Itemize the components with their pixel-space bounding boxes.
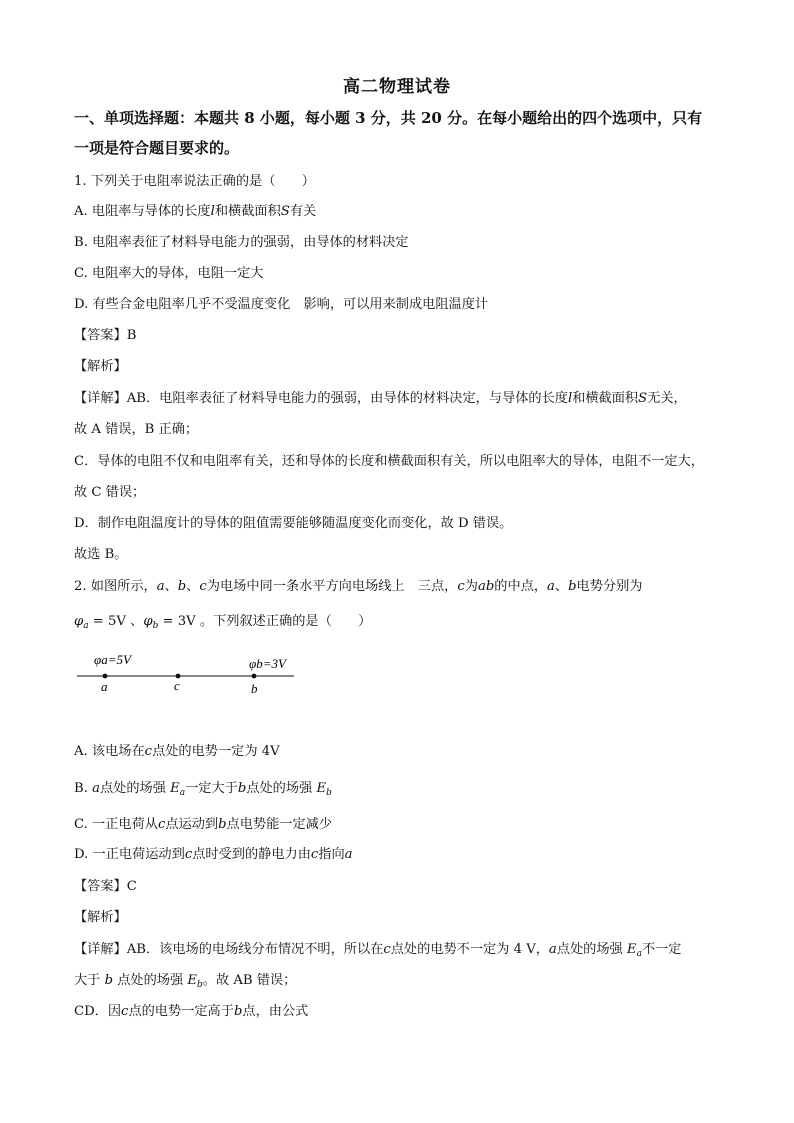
- q2-detail-var-c: c: [383, 942, 391, 957]
- q2-option-b: [74, 779, 332, 803]
- q2-option-d-var-c: c: [184, 847, 193, 862]
- q2-detail-line2: [74, 971, 296, 995]
- section-heading-line1: 一、单项选择题：本题共 8 小题，每小题 3 分，共 20 分。在每小题给出的四个选项中，只有: [74, 109, 703, 127]
- q2-detail-var-b: b: [233, 1004, 243, 1019]
- q2-stem-text: 的中点，: [494, 579, 548, 594]
- q2-stem-text: 2. 如图所示，: [74, 579, 157, 594]
- q2-option-b-subscript-a: a: [179, 788, 186, 798]
- q1-detail-line6: 故选 B。: [74, 547, 128, 562]
- label-c: c: [174, 678, 180, 693]
- q1-detail-line5: D．制作电阻温度计的导体的阻值需要能够随温度变化而变化，故 D 错误。: [74, 516, 513, 531]
- q2-answer: 【答案】C: [74, 879, 137, 894]
- q2-option-d-var-c: c: [310, 847, 319, 862]
- q2-stem-text: 、: [554, 579, 569, 594]
- q1-option-d: D. 有些合金电阻率几乎不受温度变化 影响，可以用来制成电阻温度计: [74, 297, 489, 312]
- q2-detail-var-b: b: [104, 973, 114, 988]
- q2-option-c-var-b: b: [218, 817, 227, 832]
- q1-detail-var-l: l: [567, 391, 573, 406]
- q1-option-b: B. 电阻率表征了材料导电能力的强弱，由导体的材料决定: [74, 235, 409, 250]
- q2-option-d-text: 指向: [318, 847, 345, 862]
- q2-option-d-text: 点时受到的静电力由: [192, 847, 311, 862]
- page-title: 高二物理试卷: [343, 77, 451, 97]
- q2-detail-var-e: E: [187, 973, 197, 988]
- q2-option-b-var-e: E: [170, 781, 180, 796]
- q2-option-b-text: 一定大于: [185, 781, 238, 796]
- q2-option-b-subscript-b: b: [326, 788, 332, 798]
- q2-stem-var-ab: ab: [477, 579, 495, 594]
- q2-detail-text: 点处的场强: [113, 973, 188, 988]
- q1-detail-text1: 【详解】AB．电阻率表征了材料导电能力的强弱，由导体的材料决定，与导体的长度: [74, 391, 568, 406]
- label-b: b: [251, 681, 258, 696]
- q2-option-d-var-a: a: [344, 847, 353, 862]
- q2-phi-b-value: = 3V 。下列叙述正确的是（ ）: [158, 614, 372, 629]
- q2-option-d: [74, 845, 353, 865]
- label-a: a: [101, 679, 108, 694]
- q2-stem-var-c: c: [457, 579, 465, 594]
- q2-option-c-text: 点电势能一定减少: [226, 817, 333, 832]
- q2-stem-text: 为电场中同一条水平方向电场线上 三点，: [206, 579, 458, 594]
- q2-stem-line2: [74, 612, 371, 636]
- q1-option-a-var-s: S: [280, 204, 290, 219]
- q2-option-b-var-a: a: [92, 781, 100, 796]
- q1-detail-var-s: S: [638, 391, 648, 406]
- q2-option-b-text: 点处的场强: [246, 781, 317, 796]
- q2-detail-subscript-a: a: [636, 949, 642, 959]
- q1-option-a-text1: A. 电阻率与导体的长度: [74, 204, 211, 219]
- q2-detail-text: 大于: [74, 973, 105, 988]
- q1-option-a-text2: 和横截面积: [214, 204, 281, 219]
- q1-option-a: [74, 202, 316, 222]
- q2-phi-a-symbol: φ: [74, 614, 84, 629]
- q2-option-c-text: 点运动到: [165, 817, 219, 832]
- q2-detail-text: 点，由公式: [242, 1004, 309, 1019]
- q2-option-b-var-b: b: [237, 781, 247, 796]
- q2-option-c-text: C. 一正电荷从: [74, 817, 158, 832]
- q2-option-b-text: 点处的场强: [99, 781, 171, 796]
- q2-phi-a-subscript: a: [83, 621, 89, 631]
- q1-answer: 【答案】B: [74, 328, 137, 343]
- q2-phi-b-symbol: φ: [143, 614, 153, 629]
- q2-stem-var-b: b: [177, 579, 187, 594]
- q1-detail-line2: 故 A 错误，B 正确；: [74, 422, 199, 437]
- q2-detail-line3: [74, 1002, 308, 1022]
- q2-option-a-var-c: c: [144, 744, 153, 759]
- q2-stem-var-c: c: [199, 579, 207, 594]
- q1-option-c: C. 电阻率大的导体，电阻一定大: [74, 266, 264, 281]
- field-line-diagram: [74, 646, 304, 698]
- q1-analysis-label: 【解析】: [74, 359, 127, 374]
- q1-detail-line1: [74, 389, 687, 409]
- q1-detail-line4: 故 C 错误；: [74, 485, 146, 500]
- section-heading-line2: 一项是符合题目要求的。: [74, 139, 240, 157]
- q2-detail-subscript-b: b: [197, 980, 203, 990]
- label-phi-b: φb=3V: [249, 656, 286, 671]
- q2-detail-var-c: c: [121, 1004, 129, 1019]
- q2-detail-var-a: a: [548, 942, 557, 957]
- q1-stem: 1. 下列关于电阻率说法正确的是（ ）: [74, 174, 315, 189]
- q2-stem-var-a: a: [547, 579, 555, 594]
- q2-stem-text: 、: [164, 579, 178, 594]
- q2-option-b-var-e: E: [316, 781, 327, 796]
- q2-detail-text: 点的电势一定高于: [128, 1004, 234, 1019]
- point-b-dot: [252, 674, 257, 679]
- q2-stem-var-a: a: [156, 579, 165, 594]
- q2-detail-text: 不一定: [641, 942, 682, 957]
- q2-analysis-label: 【解析】: [74, 910, 127, 925]
- q2-option-b-text: B.: [74, 781, 93, 796]
- q1-option-a-var-l: l: [210, 204, 215, 219]
- q2-detail-text: 点处的场强: [556, 942, 627, 957]
- q1-detail-line3: C．导体的电阻不仅和电阻率有关，还和导体的长度和横截面积有关，所以电阻率大的导体，电阻不一定大，: [74, 454, 704, 469]
- q2-option-a-text: A. 该电场在: [74, 744, 145, 759]
- label-phi-a: φa=5V: [94, 652, 131, 667]
- q2-detail-text: 。故 AB 错误；: [202, 973, 297, 988]
- q2-stem-var-b: b: [568, 579, 577, 594]
- q2-detail-var-e: E: [626, 942, 637, 957]
- q2-option-c: [74, 815, 332, 835]
- q2-phi-b-subscript: b: [152, 621, 159, 631]
- q2-detail-line1: [74, 940, 682, 964]
- q2-stem-text: 电势分别为: [576, 579, 643, 594]
- point-a-dot: [103, 674, 108, 679]
- q2-option-a-text: 点处的电势一定为 4V: [152, 744, 280, 759]
- q2-option-c-var-c: c: [157, 817, 166, 832]
- q2-detail-text: 【详解】AB．该电场的电场线分布情况不明，所以在: [74, 942, 384, 957]
- q1-detail-text3: 无关，: [647, 391, 687, 406]
- q2-stem-text: 、: [186, 579, 200, 594]
- q2-detail-text: 点处的电势不一定为 4 V，: [390, 942, 549, 957]
- q2-option-d-text: D. 一正电荷运动到: [74, 847, 185, 862]
- q2-detail-text: CD．因: [74, 1004, 122, 1019]
- q2-stem-line1: [74, 577, 642, 597]
- q2-stem-text: 为: [464, 579, 478, 594]
- q2-option-a: [74, 742, 280, 762]
- q2-phi-a-value: = 5V 、: [88, 614, 144, 629]
- q1-option-a-text3: 有关: [289, 204, 317, 219]
- q1-detail-text2: 和横截面积: [572, 391, 639, 406]
